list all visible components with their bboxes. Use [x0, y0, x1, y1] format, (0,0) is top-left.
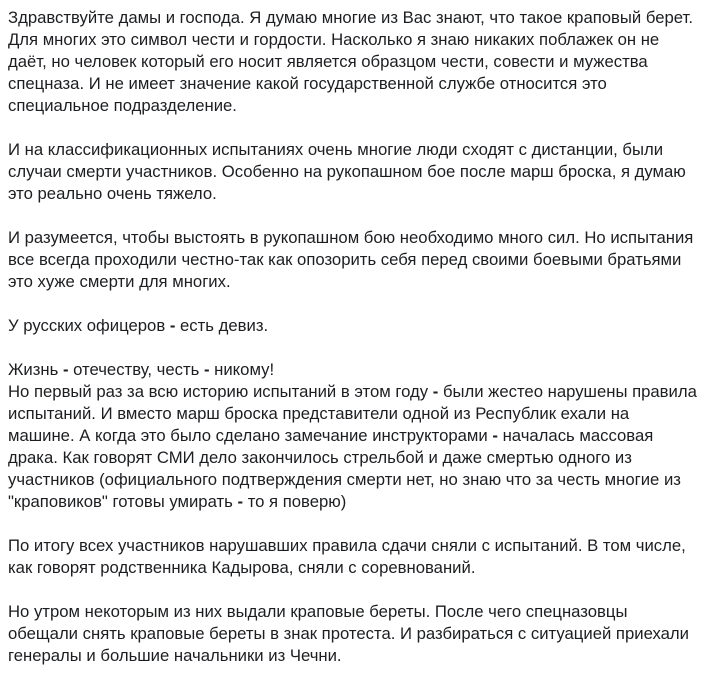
post-paragraph-intro: Здравствуйте дамы и господа. Я думаю многие из Вас знают, что такое краповый берет. Для многих это символ чести и гордости. Насколько я знаю никаких поблажек он не даёт, но человек который его носит является образцом чести, совести и мужества спецназа. И не имеет значение какой государственной службе относится это специальное подразделение.	[8, 8, 693, 115]
post-paragraph-incident	[8, 359, 698, 513]
post-paragraph-motto-intro: У русских офицеров - есть девиз.	[8, 316, 269, 335]
post-paragraph-berets: Но утром некоторым из них выдали краповые береты. После чего спецназовцы обещали снять краповые береты в знак протеста. И разбираться с ситуацией приехали генералы и большие начальники из Чечни.	[8, 602, 689, 665]
post-paragraph-outcome: По итогу всех участников нарушавших правила сдачи сняли с испытаний. В том числе, как говорят родственника Кадырова, сняли с соревнований.	[8, 536, 686, 577]
incident-text: Но первый раз за всю историю испытаний в этом году - были жестео нарушены правила испытаний. И вместо марш броска представители одной из Республик ехали на машине. А когда это было сделано замечание инструкторами - началась массовая драка. Как говорят СМИ дело закончилось стрельбой и даже смертью одного из участников (официального подтверждения смерти нет, но знаю что за честь многие из "краповиков" готовы умирать - то я поверю)	[8, 382, 697, 511]
motto-line: Жизнь - отечеству, честь - никому!	[8, 360, 275, 379]
post-paragraph-trials: И на классификационных испытаниях очень многие люди сходят с дистанции, были случаи смерти участников. Особенно на рукопашном бое после марш броска, я думаю это реально очень тяжело.	[8, 140, 686, 203]
post-paragraph-strength: И разумеется, чтобы выстоять в рукопашном бою необходимо много сил. Но испытания все всегда проходили честно-так как опозорить себя перед своими боевыми братьями это хуже смерти для многих.	[8, 228, 694, 291]
